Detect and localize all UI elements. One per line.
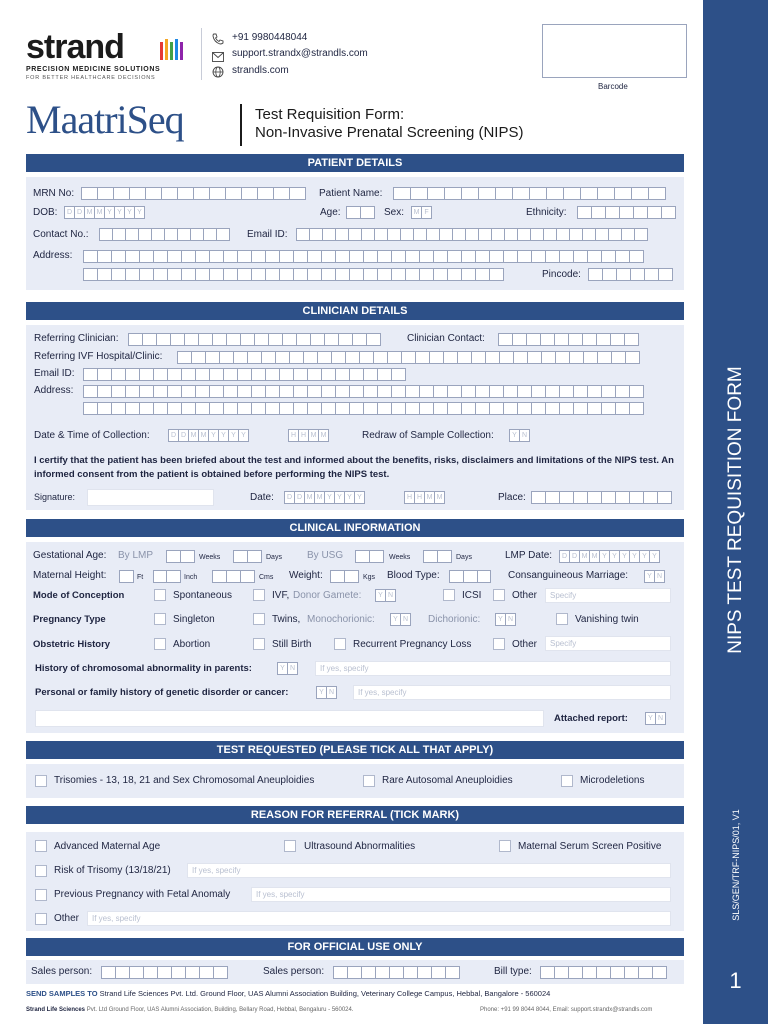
footer-contact: Phone: +91 99 8044 8044, Email: support.strandx@strandls.com (480, 1007, 653, 1013)
microdeletions-checkbox[interactable] (561, 775, 573, 787)
clinician-email-input[interactable] (83, 368, 405, 381)
conception-other-specify-input[interactable]: Specify (545, 588, 671, 603)
still-birth-label: Still Birth (272, 639, 312, 650)
by-usg-label: By USG (307, 550, 344, 561)
lmp-weeks-input[interactable] (166, 550, 194, 563)
donor-gamete-yn-input[interactable]: Y N (375, 589, 395, 602)
referral-other-checkbox[interactable] (35, 913, 47, 925)
sidebar-page-number: 1 (729, 968, 742, 993)
dob-label: DOB: (33, 207, 58, 218)
globe-icon (212, 65, 224, 77)
age-input[interactable] (346, 206, 374, 219)
sales-person-2-input[interactable] (333, 966, 459, 979)
by-lmp-label: By LMP (118, 550, 154, 561)
send-samples-line (26, 989, 550, 999)
ivf-hospital-label: Referring IVF Hospital/Clinic: (34, 351, 163, 362)
monochorionic-label: Monochorionic: (307, 614, 375, 625)
collection-time-input[interactable]: H H M M (288, 429, 328, 442)
company-address: Pvt. Ltd Ground Floor, UAS Alumni Association, Building, Bellary Road, Hebbal, Bengaluru - 560024. (86, 1007, 354, 1013)
address-line2-input[interactable] (83, 268, 503, 281)
trisomies-label: Trisomies - 13, 18, 21 and Sex Chromosomal Aneuploidies (54, 775, 315, 786)
gestational-age-label: Gestational Age: (33, 550, 107, 561)
attached-report-label: Attached report: (554, 713, 628, 724)
sales-person-2-label: Sales person: (263, 966, 325, 977)
form-title-line1: Test Requisition Form: (255, 106, 405, 123)
usg-weeks-unit: Weeks (389, 554, 411, 561)
lmp-date-input[interactable]: D D M M Y Y Y Y Y Y (559, 550, 659, 563)
lmp-days-input[interactable] (233, 550, 261, 563)
referring-clinician-input[interactable] (128, 333, 380, 346)
lmp-date-label: LMP Date: (505, 550, 553, 561)
redraw-label: Redraw of Sample Collection: (362, 430, 494, 441)
obstetric-other-checkbox[interactable] (493, 638, 505, 650)
date-label: Date: (250, 492, 274, 503)
advanced-maternal-age-checkbox[interactable] (35, 840, 47, 852)
vanishing-twin-label: Vanishing twin (575, 614, 639, 625)
barcode-label: Barcode (598, 82, 628, 91)
age-label: Age: (320, 207, 341, 218)
collection-datetime-label: Date & Time of Collection: (34, 430, 150, 441)
clinician-contact-input[interactable] (498, 333, 638, 346)
header-email[interactable]: support.strandx@strandls.com (232, 48, 368, 59)
ultrasound-abnormalities-checkbox[interactable] (284, 840, 296, 852)
company-footer-line (26, 1006, 354, 1014)
obstetric-other-label: Other (512, 639, 538, 650)
height-ft-input[interactable] (119, 570, 133, 583)
previous-anomaly-specify-input[interactable]: If yes, specify (251, 887, 671, 902)
rare-autosomal-checkbox[interactable] (363, 775, 375, 787)
place-input[interactable] (531, 491, 671, 504)
address-label: Address: (33, 250, 73, 261)
height-cms-unit: Cms (259, 574, 274, 581)
advanced-maternal-age-label: Advanced Maternal Age (54, 841, 161, 852)
phone-icon (212, 32, 224, 44)
sidebar-title: NIPS TEST REQUISITION FORM (725, 366, 746, 654)
genetic-history-specify-input[interactable]: If yes, specify (353, 685, 671, 700)
sidebar-form-code: SLS/GEN/TRF-NIPS/01, V1 (731, 809, 741, 921)
mrn-input[interactable] (81, 187, 305, 200)
patient-name-label: Patient Name: (319, 188, 383, 199)
conception-other-label: Other (512, 590, 538, 601)
header-divider (201, 28, 202, 80)
height-ft-unit: Ft (137, 574, 144, 581)
email-icon (212, 49, 224, 59)
clinician-email-label: Email ID: (34, 368, 75, 379)
ethnicity-input[interactable] (577, 206, 675, 219)
genetic-history-yn-input[interactable]: Y N (316, 686, 336, 699)
dichorionic-yn-input[interactable]: Y N (495, 613, 515, 626)
header-phone: +91 9980448044 (232, 32, 308, 43)
pincode-input[interactable] (588, 268, 672, 281)
obstetric-other-specify-input[interactable]: Specify (545, 636, 671, 651)
risk-of-trisomy-label: Risk of Trisomy (13/18/21) (54, 865, 171, 876)
serum-screen-checkbox[interactable] (499, 840, 511, 852)
sex-label: Sex: (384, 207, 405, 218)
singleton-label: Singleton (173, 614, 215, 625)
abortion-label: Abortion (173, 639, 211, 650)
clinical-info-heading: CLINICAL INFORMATION (26, 519, 684, 537)
collection-date-input[interactable]: D D M M Y Y Y Y (168, 429, 248, 442)
lmp-days-unit: Days (266, 554, 282, 561)
signature-input[interactable] (87, 489, 214, 506)
usg-days-input[interactable] (423, 550, 451, 563)
trisomies-checkbox[interactable] (35, 775, 47, 787)
referral-other-label: Other (54, 913, 80, 924)
twins-checkbox[interactable] (253, 613, 265, 625)
send-samples-address: Strand Life Sciences Pvt. Ltd. Ground Floor, UAS Alumni Association Building, Veterinary College Campus, Hebbal, Bangalore - 560024 (99, 989, 551, 998)
brand-divider (240, 104, 242, 146)
ivf-hospital-input[interactable] (177, 351, 639, 364)
risk-of-trisomy-checkbox[interactable] (35, 865, 47, 877)
icsi-checkbox[interactable] (443, 589, 455, 601)
patient-name-input[interactable] (393, 187, 665, 200)
logo-wordmark: strand (26, 28, 124, 66)
vanishing-twin-checkbox[interactable] (556, 613, 568, 625)
right-sidebar (703, 0, 768, 1024)
maatriseq-brand: MaatriSeq (26, 97, 184, 142)
sales-person-1-input[interactable] (101, 966, 227, 979)
conception-other-checkbox[interactable] (493, 589, 505, 601)
ivf-label: IVF, (272, 590, 290, 601)
chromosomal-history-specify-input[interactable]: If yes, specify (315, 661, 671, 676)
sex-input[interactable]: M F (411, 206, 431, 219)
spontaneous-checkbox[interactable] (154, 589, 166, 601)
icsi-label: ICSI (462, 590, 482, 601)
recurrent-loss-checkbox[interactable] (334, 638, 346, 650)
chromosomal-history-label: History of chromosomal abnormality in parents: (35, 663, 252, 674)
still-birth-checkbox[interactable] (253, 638, 265, 650)
usg-days-unit: Days (456, 554, 472, 561)
ethnicity-label: Ethnicity: (526, 207, 567, 218)
address-line1-input[interactable] (83, 250, 643, 263)
redraw-yn-input[interactable]: Y N (509, 429, 529, 442)
rare-autosomal-label: Rare Autosomal Aneuploidies (382, 775, 513, 786)
referring-clinician-label: Referring Clinician: (34, 333, 119, 344)
send-samples-label: SEND SAMPLES TO (26, 989, 98, 998)
abortion-checkbox[interactable] (154, 638, 166, 650)
form-title-line2: Non-Invasive Prenatal Screening (NIPS) (255, 124, 524, 141)
weight-label: Weight: (289, 570, 323, 581)
company-name: Strand Life Sciences (26, 1007, 86, 1013)
chromosomal-history-yn-input[interactable]: Y N (277, 662, 297, 675)
logo-tagline: PRECISION MEDICINE SOLUTIONS (26, 66, 161, 73)
sales-person-1-label: Sales person: (31, 966, 93, 977)
place-label: Place: (498, 492, 526, 503)
blood-type-label: Blood Type: (387, 570, 440, 581)
logo-tagline-2: FOR BETTER HEALTHCARE DECISIONS (26, 75, 156, 81)
dob-input[interactable]: D D M M Y Y Y Y (64, 206, 144, 219)
email-input[interactable] (296, 228, 647, 241)
sign-time-input[interactable]: H H M M (404, 491, 444, 504)
logo-mark-icon (160, 36, 186, 60)
previous-anomaly-checkbox[interactable] (35, 889, 47, 901)
microdeletions-label: Microdeletions (580, 775, 645, 786)
ultrasound-abnormalities-label: Ultrasound Abnormalities (304, 841, 416, 852)
barcode-box (542, 24, 687, 78)
serum-screen-label: Maternal Serum Screen Positive (518, 841, 662, 852)
pregnancy-type-label: Pregnancy Type (33, 614, 106, 625)
weight-kgs-unit: Kgs (363, 574, 376, 581)
sign-date-input[interactable]: D D M M Y Y Y Y (284, 491, 364, 504)
usg-weeks-input[interactable] (355, 550, 383, 563)
patient-details-heading: PATIENT DETAILS (26, 154, 684, 172)
lmp-weeks-unit: Weeks (199, 554, 221, 561)
certification-statement: I certify that the patient has been briefed about the test and informed about the benefits, risks, disclaimers and limitations of the NIPS test. An informed consent from the patient is obtained before performing the NIPS test. (34, 455, 674, 480)
maternal-height-label: Maternal Height: (33, 570, 107, 581)
clinician-address-line1-input[interactable] (83, 385, 643, 398)
height-inch-unit: Inch (184, 574, 198, 581)
referral-other-specify-input[interactable]: If yes, specify (87, 911, 671, 926)
obstetric-history-label: Obstetric History (33, 639, 111, 650)
clinical-notes-input[interactable] (35, 710, 544, 727)
clinician-details-heading: CLINICIAN DETAILS (26, 302, 684, 320)
spontaneous-label: Spontaneous (173, 590, 232, 601)
strand-logo (26, 30, 191, 80)
singleton-checkbox[interactable] (154, 613, 166, 625)
mrn-label: MRN No: (33, 188, 75, 199)
mode-of-conception-label: Mode of Conception (33, 590, 125, 601)
reason-for-referral-heading: REASON FOR REFERRAL (TICK MARK) (26, 806, 684, 824)
weight-input[interactable] (330, 570, 358, 583)
contact-label: Contact No.: (33, 229, 89, 240)
genetic-history-label: Personal or family history of genetic disorder or cancer: (35, 687, 289, 698)
previous-anomaly-label: Previous Pregnancy with Fetal Anomaly (54, 889, 231, 900)
attached-report-yn-input[interactable]: Y N (645, 712, 665, 725)
donor-gamete-label: Donor Gamete: (293, 590, 362, 601)
pincode-label: Pincode: (542, 269, 581, 280)
contact-input[interactable] (99, 228, 229, 241)
twins-label: Twins, (272, 614, 301, 625)
ivf-checkbox[interactable] (253, 589, 265, 601)
header-website[interactable]: strandls.com (232, 65, 289, 76)
bill-type-input[interactable] (540, 966, 666, 979)
consanguineous-yn-input[interactable]: Y N (644, 570, 664, 583)
height-cms-input[interactable] (212, 570, 254, 583)
email-label: Email ID: (247, 229, 288, 240)
consanguineous-label: Consanguineous Marriage: (508, 570, 629, 581)
risk-of-trisomy-specify-input[interactable]: If yes, specify (187, 863, 671, 878)
recurrent-loss-label: Recurrent Pregnancy Loss (353, 639, 472, 650)
clinician-contact-label: Clinician Contact: (407, 333, 485, 344)
monochorionic-yn-input[interactable]: Y N (390, 613, 410, 626)
official-use-heading: FOR OFFICIAL USE ONLY (26, 938, 684, 956)
dichorionic-label: Dichorionic: (428, 614, 481, 625)
clinician-address-line2-input[interactable] (83, 402, 643, 415)
height-inch-input[interactable] (153, 570, 180, 583)
bill-type-label: Bill type: (494, 966, 532, 977)
blood-type-input[interactable] (449, 570, 490, 583)
test-requested-heading: TEST REQUESTED (PLEASE TICK ALL THAT APPLY) (26, 741, 684, 759)
clinician-address-label: Address: (34, 385, 74, 396)
signature-label: Signature: (34, 492, 76, 502)
